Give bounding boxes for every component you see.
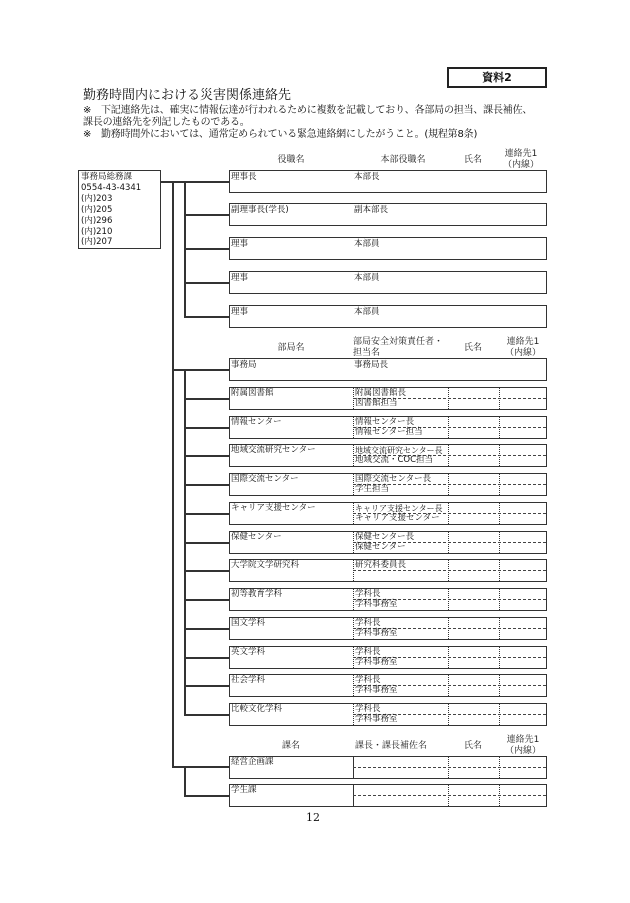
department-name: 保健センター xyxy=(231,532,282,542)
connector-line xyxy=(184,599,229,601)
officer-primary: 学科長 xyxy=(355,675,381,685)
row-divider xyxy=(353,767,546,768)
note-line-3: ※ 勤務時間外においては、通常定められている緊急連絡網にしたがうこと。(規程第8条) xyxy=(83,129,478,140)
officer-primary: 保健センター長 xyxy=(355,532,415,542)
department-name: 比較文化学科 xyxy=(231,704,283,714)
department-row xyxy=(229,444,547,467)
origin-extension: (内)203 xyxy=(81,194,113,204)
executive-hq-role: 本部員 xyxy=(354,307,380,317)
executive-row xyxy=(229,203,547,226)
connector-line xyxy=(184,513,229,515)
department-name: 情報センター xyxy=(231,417,282,427)
connector-branch xyxy=(184,766,186,796)
department-row xyxy=(229,387,547,410)
officer-secondary: 図書館担当 xyxy=(355,398,398,408)
connector-line xyxy=(184,282,229,284)
page-number: 12 xyxy=(306,811,320,824)
department-row xyxy=(229,473,547,496)
executive-role: 理事 xyxy=(231,239,249,249)
connector-line xyxy=(184,795,229,797)
officer-secondary: 学科事務室 xyxy=(355,628,398,638)
note-line-1: ※ 下記連絡先は、確実に情報伝達が行われるために複数を記載しており、各部局の担当、課長補佐、 xyxy=(83,105,533,116)
executive-hq-role: 本部員 xyxy=(354,273,380,283)
row-divider xyxy=(353,795,546,796)
department-name: 国文学科 xyxy=(231,618,266,628)
connector-line xyxy=(184,214,229,216)
header-officer-line2: 担当名 xyxy=(353,348,381,358)
document-badge: 資料2 xyxy=(447,67,547,88)
officer-primary: 情報センター長 xyxy=(355,417,415,427)
origin-extension: (内)296 xyxy=(81,216,113,226)
header-name: 氏名 xyxy=(463,741,482,751)
header-hq-role: 本部役職名 xyxy=(380,155,426,165)
head-office-name: 事務局 xyxy=(231,360,257,370)
executive-row xyxy=(229,305,547,328)
head-office-role: 事務局長 xyxy=(354,360,389,370)
officer-secondary: 保健センター xyxy=(355,542,406,552)
header-contact-line2: （内線） xyxy=(504,746,541,756)
page-title: 勤務時間内における災害関係連絡先 xyxy=(83,88,292,103)
connector-line xyxy=(184,714,229,716)
header-name: 氏名 xyxy=(463,155,482,165)
officer-secondary: 地域交流・COC担当 xyxy=(355,455,434,465)
officer-secondary: 情報センター担当 xyxy=(355,427,423,437)
department-row xyxy=(229,531,547,554)
officer-secondary: 学科事務室 xyxy=(355,714,398,724)
officer-primary: 学科長 xyxy=(355,618,381,628)
header-role: 役職名 xyxy=(277,155,305,165)
origin-extension: (内)207 xyxy=(81,237,113,247)
connector-line xyxy=(184,685,229,687)
connector-line xyxy=(184,628,229,630)
connector-line xyxy=(184,542,229,544)
header-name: 氏名 xyxy=(463,343,482,353)
section-name: 経営企画課 xyxy=(231,757,274,767)
officer-secondary: 学科事務室 xyxy=(355,685,398,695)
officer-primary: 学科長 xyxy=(355,589,381,599)
officer-primary: 研究科委員長 xyxy=(355,560,407,570)
connector-trunk xyxy=(172,181,174,767)
executive-row xyxy=(229,170,547,193)
executive-role: 理事 xyxy=(231,273,249,283)
department-row xyxy=(229,502,547,525)
executive-role: 副理事長(学長) xyxy=(231,205,289,215)
connector-line xyxy=(184,427,229,429)
department-row xyxy=(229,559,547,582)
executive-row xyxy=(229,271,547,294)
executive-row xyxy=(229,237,547,260)
header-contact-line2: （内線） xyxy=(504,348,541,358)
head-office-row xyxy=(229,358,547,381)
header-contact-line2: （内線） xyxy=(502,160,539,170)
connector-line xyxy=(184,398,229,400)
department-name: 地域交流研究センター xyxy=(231,445,316,455)
origin-contact-box xyxy=(78,170,161,249)
connector-line xyxy=(184,570,229,572)
note-line-2: 課長の連絡先を列記したものである。 xyxy=(83,117,250,128)
header-officer-line1: 部局安全対策責任者・ xyxy=(353,337,444,347)
department-row xyxy=(229,674,547,697)
executive-hq-role: 本部員 xyxy=(354,239,380,249)
executive-hq-role: 本部長 xyxy=(354,172,380,182)
section-name: 学生課 xyxy=(231,785,257,795)
connector-line xyxy=(184,248,229,250)
department-row xyxy=(229,646,547,669)
officer-secondary: 学生担当 xyxy=(355,484,390,494)
executive-hq-role: 副本部長 xyxy=(354,205,389,215)
executive-role: 理事 xyxy=(231,307,249,317)
officer-primary: キャリア支援センター長 xyxy=(355,504,443,513)
origin-phone: 0554-43-4341 xyxy=(81,183,142,193)
connector-line xyxy=(172,766,229,768)
origin-extension: (内)205 xyxy=(81,205,113,215)
section-row xyxy=(229,784,547,807)
executive-role: 理事長 xyxy=(231,172,257,182)
header-dept: 部局名 xyxy=(277,343,305,353)
header-chief: 課長・課長補佐名 xyxy=(355,741,428,751)
department-row xyxy=(229,588,547,611)
connector-line xyxy=(184,316,229,318)
officer-primary: 附属図書館長 xyxy=(355,388,407,398)
department-name: 英文学科 xyxy=(231,647,266,657)
connector-line xyxy=(184,455,229,457)
header-contact-line1: 連絡先1 xyxy=(506,735,540,745)
connector-line xyxy=(172,369,229,371)
officer-primary: 学科長 xyxy=(355,704,381,714)
department-row xyxy=(229,703,547,726)
department-name: 大学院文学研究科 xyxy=(231,560,300,570)
connector-line xyxy=(184,657,229,659)
department-name: キャリア支援センター xyxy=(231,503,316,513)
officer-primary: 国際交流センター長 xyxy=(355,474,432,484)
header-contact-line1: 連絡先1 xyxy=(504,149,538,159)
department-name: 国際交流センター xyxy=(231,474,299,484)
department-name: 初等教育学科 xyxy=(231,589,283,599)
officer-secondary: 学科事務室 xyxy=(355,599,398,609)
department-row xyxy=(229,416,547,439)
department-name: 社会学科 xyxy=(231,675,266,685)
connector-line xyxy=(184,484,229,486)
department-row xyxy=(229,617,547,640)
officer-secondary: 学科事務室 xyxy=(355,657,398,667)
officer-primary: 地域交流研究センター長 xyxy=(355,446,443,455)
header-section: 課名 xyxy=(281,741,300,751)
department-name: 附属図書館 xyxy=(231,388,274,398)
officer-primary: 学科長 xyxy=(355,647,381,657)
header-contact-line1: 連絡先1 xyxy=(506,337,540,347)
section-row xyxy=(229,756,547,779)
origin-extension: (内)210 xyxy=(81,227,113,237)
officer-secondary: キャリア支援センター xyxy=(355,513,440,523)
origin-office: 事務局総務課 xyxy=(81,172,133,182)
